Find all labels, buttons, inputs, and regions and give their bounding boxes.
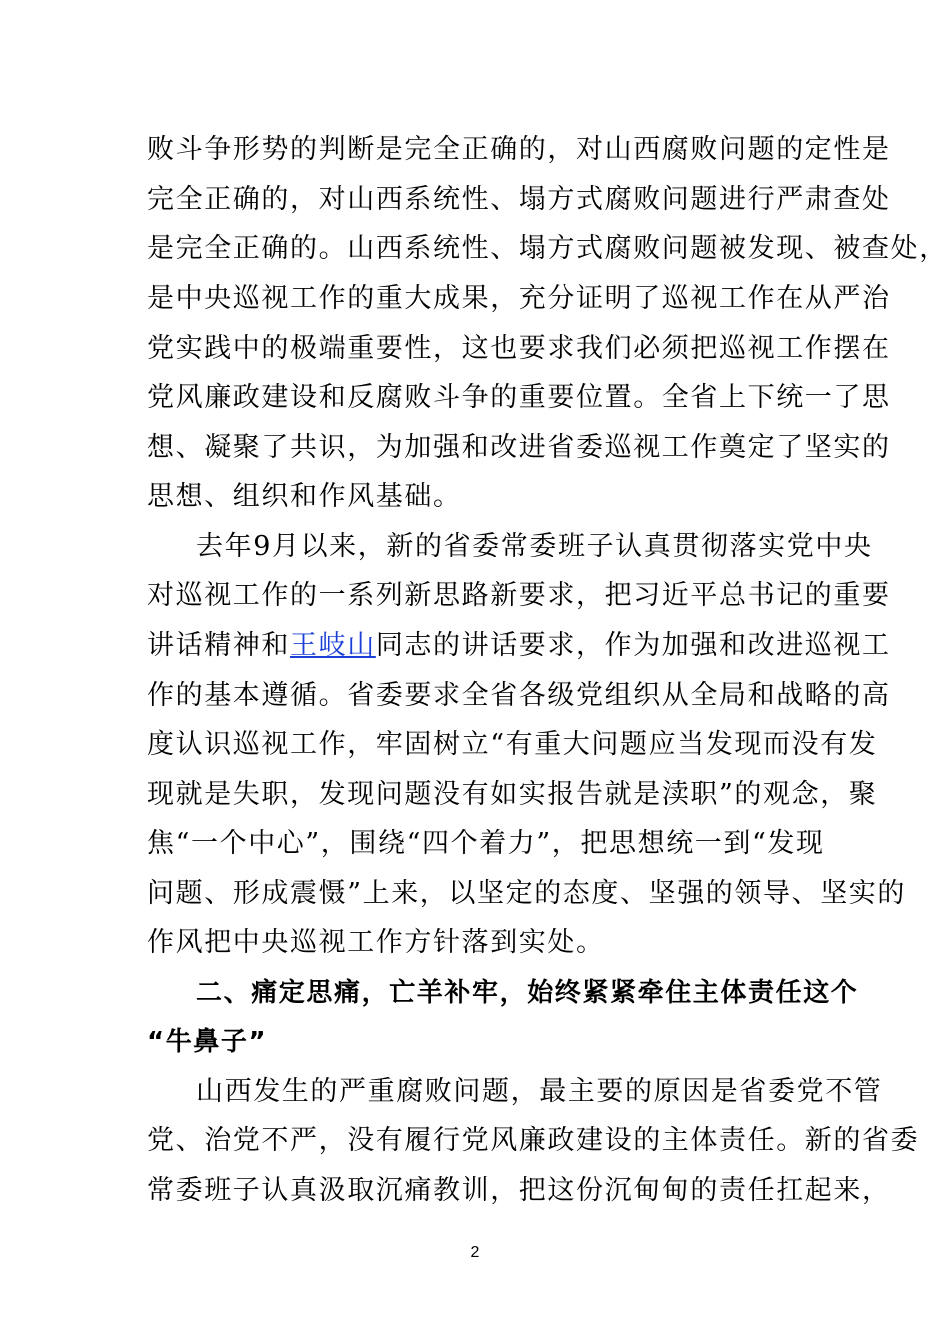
body-text-line: 党风廉政建设和反腐败斗争的重要位置。全省上下统一了思	[147, 382, 891, 413]
body-text-line: 作风把中央巡视工作方针落到实处。	[147, 927, 605, 958]
section-heading: 二、痛定思痛，亡羊补牢，始终紧紧牵住主体责任这个	[196, 978, 859, 1008]
body-text-line: 是中央巡视工作的重大成果，充分证明了巡视工作在从严治	[147, 283, 891, 314]
paragraph-first-line: 山西发生的严重腐败问题，最主要的原因是省委党不管	[196, 1076, 883, 1107]
body-text-line: 败斗争形势的判断是完全正确的，对山西腐败问题的定性是	[147, 134, 891, 165]
body-text-line: 党、治党不严，没有履行党风廉政建设的主体责任。新的省委	[147, 1125, 920, 1156]
body-text-line: 党实践中的极端重要性，这也要求我们必须把巡视工作摆在	[147, 333, 891, 364]
body-text-line: 想、凝聚了共识，为加强和改进省委巡视工作奠定了坚实的	[147, 432, 891, 463]
page-number: 2	[470, 1244, 480, 1261]
section-heading-continued: “牛鼻子”	[147, 1027, 268, 1057]
body-text-line-with-link	[147, 626, 891, 666]
person-name-link[interactable]: 王岐山	[290, 630, 376, 661]
link-prefix-text: 讲话精神和	[147, 630, 290, 661]
body-text-line: 现就是失职，发现问题没有如实报告就是渎职”的观念，聚	[147, 779, 878, 810]
body-text-line: 是完全正确的。山西系统性、塌方式腐败问题被发现、被查处，	[147, 233, 948, 264]
body-text-line: 作的基本遵循。省委要求全省各级党组织从全局和战略的高	[147, 680, 891, 711]
paragraph-first-line: 去年9月以来，新的省委常委班子认真贯彻落实党中央	[196, 531, 873, 562]
body-text-line: 度认识巡视工作，牢固树立“有重大问题应当发现而没有发	[147, 729, 878, 760]
body-text-line: 思想、组织和作风基础。	[147, 481, 462, 512]
body-text-line: 完全正确的，对山西系统性、塌方式腐败问题进行严肃查处	[147, 184, 891, 215]
body-text-line: 焦“一个中心”，围绕“四个着力”，把思想统一到“发现	[147, 828, 825, 859]
body-text-line: 问题、形成震慑”上来，以坚定的态度、坚强的领导、坚实的	[147, 878, 907, 909]
body-text-line: 常委班子认真汲取沉痛教训，把这份沉甸甸的责任扛起来，	[147, 1175, 891, 1206]
body-text-line: 对巡视工作的一系列新思路新要求，把习近平总书记的重要	[147, 580, 891, 611]
link-suffix-text: 同志的讲话要求，作为加强和改进巡视工	[375, 630, 891, 661]
